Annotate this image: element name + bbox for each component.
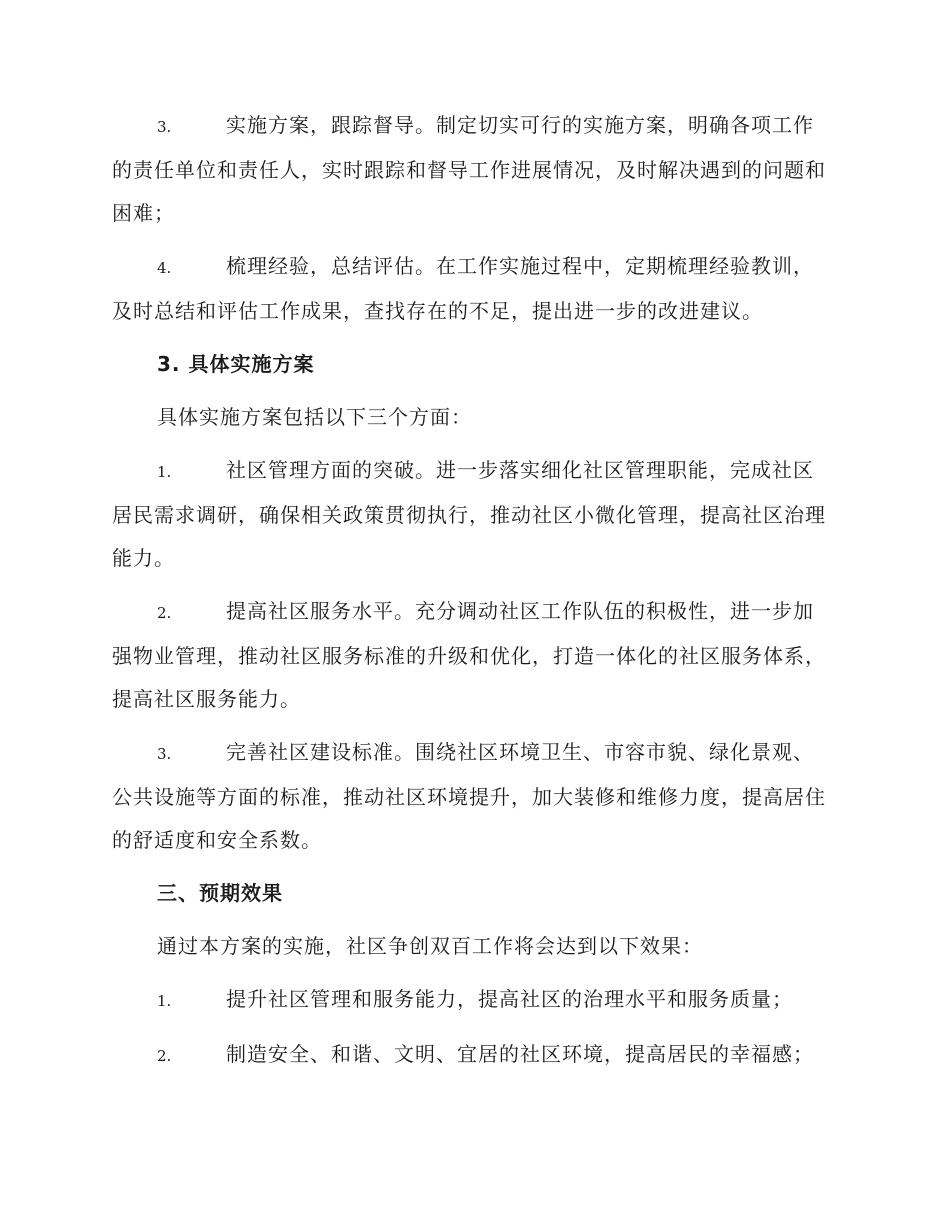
list-item-number: 2. [157, 1047, 172, 1065]
list-item [112, 731, 834, 862]
list-item [112, 978, 834, 1023]
list-item-number: 3. [157, 118, 172, 136]
paragraph: 通过本方案的实施，社区争创双百工作将会达到以下效果： [157, 934, 703, 958]
list-item-text: 提升社区管理和服务能力，提高社区的治理水平和服务质量； [226, 987, 793, 1011]
list-item-number: 2. [157, 604, 172, 622]
list-item [112, 104, 834, 235]
list-item-text: 制造安全、和谐、文明、宜居的社区环境，提高居民的幸福感； [226, 1042, 814, 1066]
list-item [112, 590, 834, 721]
list-item [112, 1033, 834, 1078]
list-item-number: 4. [157, 259, 172, 277]
section-heading: 3. 具体实施方案 [157, 352, 315, 376]
paragraph: 具体实施方案包括以下三个方面： [157, 405, 472, 429]
section-heading: 三、预期效果 [157, 881, 283, 905]
list-item-text: 实施方案，跟踪督导。制定切实可行的实施方案，明确各项工作的责任单位和责任人，实时跟踪和督导工作进展情况，及时解决遇到的问题和困难； [112, 113, 826, 225]
document-page [112, 104, 834, 1088]
list-item-number: 3. [157, 745, 172, 763]
list-item [112, 449, 834, 580]
list-item-number: 1. [157, 463, 172, 481]
list-item-text: 提高社区服务水平。充分调动社区工作队伍的积极性，进一步加强物业管理，推动社区服务标准的升级和优化，打造一体化的社区服务体系，提高社区服务能力。 [112, 599, 826, 711]
list-item-text: 梳理经验，总结评估。在工作实施过程中，定期梳理经验教训，及时总结和评估工作成果，查找存在的不足，提出进一步的改进建议。 [112, 254, 814, 323]
list-item [112, 245, 834, 333]
list-item-text: 完善社区建设标准。围绕社区环境卫生、市容市貌、绿化景观、公共设施等方面的标准，推动社区环境提升，加大装修和维修力度，提高居住的舒适度和安全系数。 [112, 740, 826, 852]
list-item-text: 社区管理方面的突破。进一步落实细化社区管理职能，完成社区居民需求调研，确保相关政策贯彻执行，推动社区小微化管理，提高社区治理能力。 [112, 458, 826, 570]
list-item-number: 1. [157, 992, 172, 1010]
